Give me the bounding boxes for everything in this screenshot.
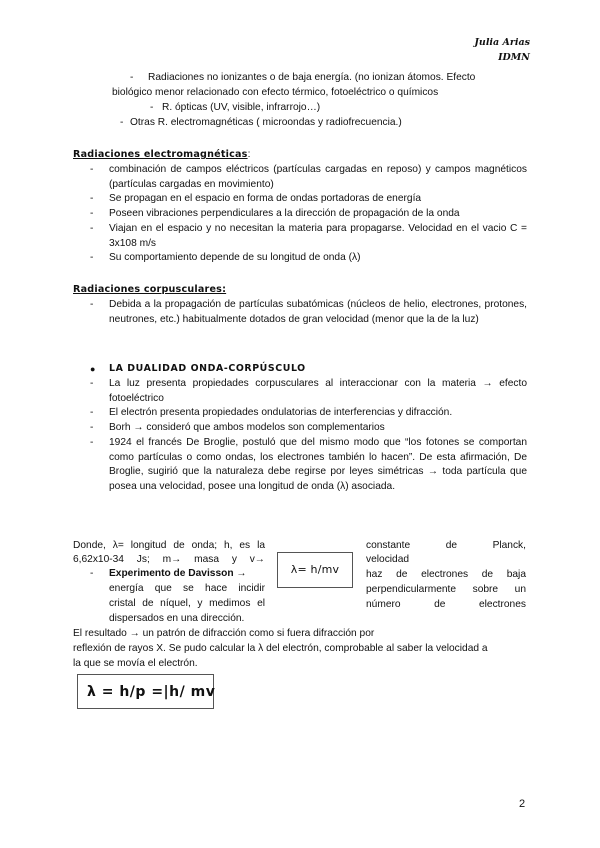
formula-2-text: λ = h/p =|h/ mv xyxy=(87,684,216,700)
dual-title: LA DUALIDAD ONDA-CORPÚSCULO xyxy=(109,363,306,374)
em-item-2-text: Se propagan en el espacio en forma de ondas portadoras de energía xyxy=(109,193,422,204)
formula-box-2 xyxy=(77,674,214,709)
em-item-5: - Su comportamiento depende de su longitud de onda (λ) xyxy=(90,251,527,266)
formula-1-text: λ= h/mv xyxy=(290,563,340,576)
corp-title: Radiaciones corpusculares: xyxy=(73,284,227,295)
corp-item-1-text: Debida a la propagación de partículas subatómicas (núcleos de helio, electrones, protones, neutrones, etc.) habitualmente dotados de gran velocidad (menor que la de la luz) xyxy=(109,299,527,325)
wrap-left-line-2: 6,62x10-34 Js; m→ masa y v→ xyxy=(73,554,265,565)
wrap-right-line-3: haz de electrones de baja xyxy=(366,569,526,580)
em-item-3-text: Poseen vibraciones perpendiculares a la dirección de propagación de la onda xyxy=(109,208,460,219)
davisson-dash: - xyxy=(90,568,94,579)
em-title: Radiaciones electromagnéticas xyxy=(73,149,248,160)
wrap-right-line-4: perpendicularmente sobre un xyxy=(366,584,526,595)
em-item-5-text: Su comportamiento depende de su longitud de onda (λ) xyxy=(109,252,361,263)
intro-dash-3: - xyxy=(120,117,124,128)
wrap-right-5c: electrones xyxy=(478,599,526,610)
dual-item-4-text: 1924 el francés De Broglie, postuló que del mismo modo que “los fotones se comportan como partículas o como ondas, los electrones también lo hacen”. De esta afirmación, De Broglie, sugirió que la naturaleza debe regirse por leyes simétricas → toda partícula que posea una velocidad, posee una longitud de onda (λ) asociada. xyxy=(109,437,527,492)
dual-bullet: ● xyxy=(90,364,96,374)
result-line-3: la que se movía el electrón. xyxy=(73,658,198,669)
em-item-3: - Poseen vibraciones perpendiculares a la dirección de propagación de la onda xyxy=(90,207,527,222)
wrap-left-line-6: dispersados en una dirección. xyxy=(109,613,245,624)
page-number: 2 xyxy=(519,798,526,810)
em-item-1: - combinación de campos eléctricos (partículas cargadas en reposo) y campos magnéticos (partículas cargadas en movimiento) xyxy=(90,163,527,192)
em-item-4: - Viajan en el espacio y no necesitan la materia para propagarse. Velocidad en el vacio C = 3x108 m/s xyxy=(90,222,527,251)
wrap-right-1a: constante xyxy=(366,540,411,551)
intro-dash-1: - xyxy=(130,72,134,83)
wrap-right-line-2: velocidad xyxy=(366,554,410,565)
dual-item-3: - Borh → consideró que ambos modelos son complementarios xyxy=(90,421,527,436)
wrap-right-1c: Planck, xyxy=(492,540,526,551)
wrap-right-line-1 xyxy=(366,539,526,554)
wrap-right-5b: de xyxy=(434,599,446,610)
formula-box-1 xyxy=(277,552,353,588)
em-item-2: - Se propagan en el espacio en forma de ondas portadoras de energía xyxy=(90,192,527,207)
course-code: IDMN xyxy=(498,52,530,63)
dual-item-3-text: Borh → consideró que ambos modelos son complementarios xyxy=(109,422,385,433)
em-item-4-text: Viajan en el espacio y no necesitan la materia para propagarse. Velocidad en el vacio C = 3x108 m/s xyxy=(109,223,527,249)
intro-item-1-line-1: Radiaciones no ionizantes o de baja energía. (no ionizan átomos. Efecto xyxy=(148,72,476,83)
em-item-1-text: combinación de campos eléctricos (partículas cargadas en reposo) y campos magnéticos (partículas cargadas en movimiento) xyxy=(109,164,527,190)
wrap-right-line-5 xyxy=(366,598,526,613)
corp-item-1: - Debida a la propagación de partículas subatómicas (núcleos de helio, electrones, protones, neutrones, etc.) habitualmente dotados de gran velocidad (menor que la de la luz) xyxy=(90,298,527,327)
intro-item-2: R. ópticas (UV, visible, infrarrojo…) xyxy=(162,102,321,113)
dual-item-2: - El electrón presenta propiedades ondulatorias de interferencias y difracción. xyxy=(90,406,527,421)
wrap-left-line-4: energía que se hace incidir xyxy=(109,583,265,594)
wrap-left-line-1: Donde, λ= longitud de onda; h, es la xyxy=(73,540,265,551)
wrap-left-line-5: cristal de níquel, y medimos el xyxy=(109,598,265,609)
davisson-heading xyxy=(109,567,247,582)
dual-item-4: - 1924 el francés De Broglie, postuló que del mismo modo que “los fotones se comportan como partículas o como ondas, los electrones también lo hacen”. De esta afirmación, De Broglie, sugirió que la naturaleza debe regirse por leyes simétricas → toda partícula que posea una velocidad, posee una longitud de onda (λ) asociada. xyxy=(90,436,527,494)
intro-item-1-line-2: biológico menor relacionado con efecto térmico, fotoeléctrico o químicos xyxy=(112,87,439,98)
em-heading xyxy=(73,148,250,163)
dual-item-1: - La luz presenta propiedades corpusculares al interaccionar con la materia → efecto fotoeléctrico xyxy=(90,377,527,406)
wrap-right-1b: de xyxy=(445,540,458,551)
author-name: Julia Arias xyxy=(474,37,530,48)
result-line-1: El resultado → un patrón de difracción como si fuera difracción por xyxy=(73,628,375,639)
davisson-arrow: → xyxy=(233,568,247,579)
em-colon: : xyxy=(247,149,251,160)
wrap-right-5a: número xyxy=(366,599,401,610)
result-line-2: reflexión de rayos X. Se pudo calcular la λ del electrón, comprobable al saber la velocidad a xyxy=(73,643,488,654)
intro-dash-2: - xyxy=(150,102,154,113)
dual-item-1-text: La luz presenta propiedades corpusculares al interaccionar con la materia → efecto fotoeléctrico xyxy=(109,378,527,404)
intro-item-3: Otras R. electromagnéticas ( microondas y radiofrecuencia.) xyxy=(130,117,402,128)
dual-item-2-text: El electrón presenta propiedades ondulatorias de interferencias y difracción. xyxy=(109,407,453,418)
davisson-title: Experimento de Davisson xyxy=(109,568,234,579)
